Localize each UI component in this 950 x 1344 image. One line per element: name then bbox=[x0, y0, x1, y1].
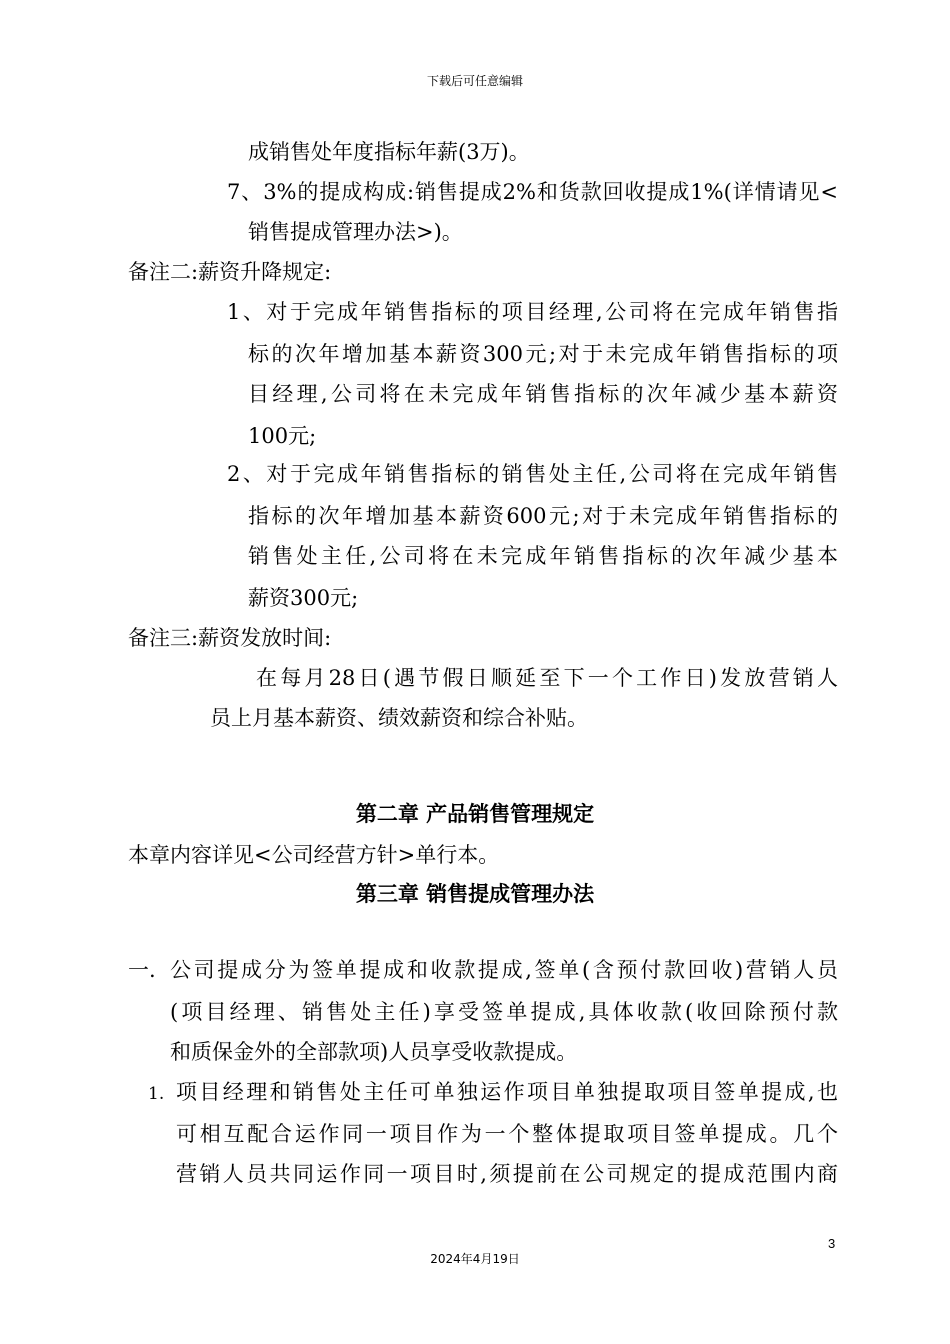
text-line: 在每月28日(遇节假日顺延至下一个工作日)发放营销人 bbox=[256, 666, 838, 690]
text-line: 指标的次年增加基本薪资600元;对于未完成年销售指标的 bbox=[248, 504, 838, 528]
text-line: 项目经理和销售处主任可单独运作项目单独提取项目签单提成,也 bbox=[176, 1080, 838, 1104]
page-header: 下载后可任意编辑 bbox=[426, 74, 523, 88]
text-line: 100元; bbox=[248, 424, 317, 448]
text-line: 本章内容详见<公司经营方针>单行本。 bbox=[128, 843, 500, 867]
list-item-2: 2、对于完成年销售指标的销售处主任,公司将在完成年销售 bbox=[227, 462, 838, 486]
chapter-title: 第二章 产品销售管理规定 bbox=[355, 801, 595, 826]
list-marker: 一. bbox=[128, 958, 156, 982]
list-item-7: 7、3%的提成构成:销售提成2%和货款回收提成1%(详情请见< bbox=[227, 180, 838, 204]
text-line: 可相互配合运作同一项目作为一个整体提取项目签单提成。几个 bbox=[176, 1122, 838, 1146]
page-number: 3 bbox=[828, 1236, 836, 1251]
text-line: 营销人员共同运作同一项目时,须提前在公司规定的提成范围内商 bbox=[176, 1162, 838, 1186]
text-line: 目经理,公司将在未完成年销售指标的次年减少基本薪资 bbox=[248, 382, 838, 406]
page-footer-date: 2024年4月19日 bbox=[430, 1252, 520, 1266]
note-heading: 备注三:薪资发放时间: bbox=[128, 626, 332, 650]
chapter-title: 第三章 销售提成管理办法 bbox=[355, 881, 595, 906]
note-heading: 备注二:薪资升降规定: bbox=[128, 260, 332, 284]
list-item-1: 1、对于完成年销售指标的项目经理,公司将在完成年销售指 bbox=[227, 300, 838, 324]
text-line: 销售处主任,公司将在未完成年销售指标的次年减少基本 bbox=[248, 544, 838, 568]
text-line: 员上月基本薪资、绩效薪资和综合补贴。 bbox=[210, 706, 588, 730]
text-line: (项目经理、销售处主任)享受签单提成,具体收款(收回除预付款 bbox=[170, 1000, 838, 1024]
text-line: 薪资300元; bbox=[248, 586, 359, 610]
text-line: 销售提成管理办法>)。 bbox=[248, 220, 463, 244]
list-marker: 1. bbox=[148, 1084, 165, 1104]
text-line: 标的次年增加基本薪资300元;对于未完成年销售指标的项 bbox=[248, 342, 838, 366]
text-line: 和质保金外的全部款项)人员享受收款提成。 bbox=[170, 1040, 578, 1064]
text-line: 公司提成分为签单提成和收款提成,签单(含预付款回收)营销人员 bbox=[170, 958, 838, 982]
text-line: 成销售处年度指标年薪(3万)。 bbox=[248, 140, 530, 164]
